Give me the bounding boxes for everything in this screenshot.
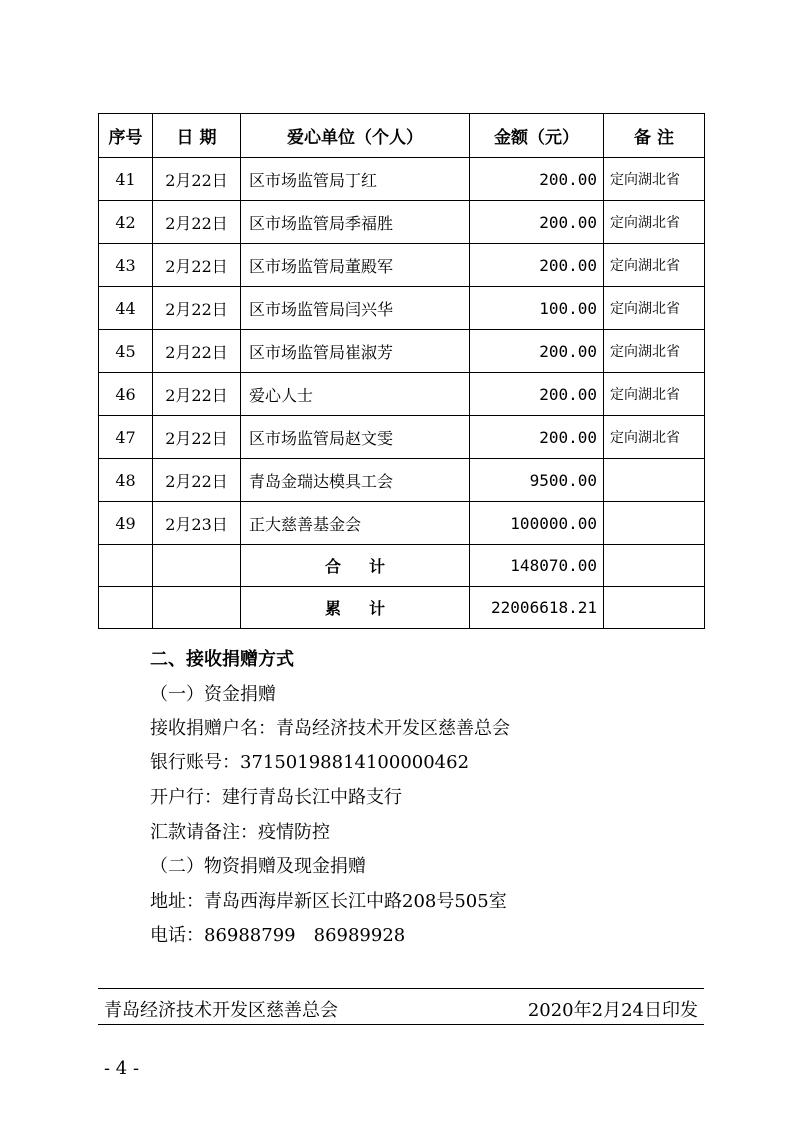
remark-label: 汇款请备注： — [150, 822, 258, 843]
subtotal-label: 合计 — [241, 545, 470, 587]
footer-org: 青岛经济技术开发区慈善总会 — [104, 1000, 338, 1021]
account-name-label: 接收捐赠户名： — [150, 718, 276, 739]
cumulative-amount: 22006618.21 — [470, 587, 604, 629]
address-label: 地址： — [150, 891, 204, 912]
row-date: 2月22日 — [153, 287, 241, 330]
bank-value: 建行青岛长江中路支行 — [222, 787, 402, 808]
header-date: 日 期 — [153, 114, 241, 158]
phone-value: 86988799 86989928 — [204, 925, 406, 946]
row-amount: 200.00 — [470, 158, 604, 201]
row-no: 49 — [99, 502, 153, 545]
header-amount: 金额（元） — [470, 114, 604, 158]
header-no: 序号 — [99, 114, 153, 158]
row-donor: 青岛金瑞达模具工会 — [241, 459, 470, 502]
row-date: 2月22日 — [153, 330, 241, 373]
header-donor: 爱心单位（个人） — [241, 114, 470, 158]
section-heading: 二、接收捐赠方式 — [150, 649, 294, 670]
row-amount: 200.00 — [470, 201, 604, 244]
row-date: 2月22日 — [153, 416, 241, 459]
row-donor: 区市场监管局董殿军 — [241, 244, 470, 287]
row-no: 43 — [99, 244, 153, 287]
row-no: 47 — [99, 416, 153, 459]
row-date: 2月22日 — [153, 201, 241, 244]
row-date: 2月22日 — [153, 373, 241, 416]
table-row — [99, 201, 705, 244]
table-row — [99, 287, 705, 330]
account-no-line — [150, 748, 469, 774]
row-note: 定向湖北省 — [604, 158, 705, 201]
row-note — [604, 459, 705, 502]
cumulative-row — [99, 587, 705, 629]
account-no-value: 37150198814100000462 — [240, 752, 470, 773]
empty-cell — [604, 545, 705, 587]
table-row — [99, 502, 705, 545]
row-amount: 100000.00 — [470, 502, 604, 545]
row-note: 定向湖北省 — [604, 244, 705, 287]
row-no: 42 — [99, 201, 153, 244]
row-donor: 区市场监管局丁红 — [241, 158, 470, 201]
table-row — [99, 244, 705, 287]
address-value: 青岛西海岸新区长江中路208号505室 — [204, 891, 507, 912]
table-row — [99, 373, 705, 416]
table-row — [99, 158, 705, 201]
empty-cell — [604, 587, 705, 629]
page-number: - 4 - — [104, 1058, 140, 1079]
row-no: 44 — [99, 287, 153, 330]
subtotal-row — [99, 545, 705, 587]
row-note — [604, 502, 705, 545]
table-row — [99, 459, 705, 502]
row-donor: 爱心人士 — [241, 373, 470, 416]
account-name-value: 青岛经济技术开发区慈善总会 — [276, 718, 510, 739]
footer-top-rule — [98, 988, 704, 989]
row-date: 2月22日 — [153, 244, 241, 287]
row-date: 2月22日 — [153, 459, 241, 502]
remark-line — [150, 818, 330, 844]
footer-date: 2020年2月24日印发 — [527, 1000, 698, 1021]
address-line — [150, 887, 507, 913]
phone-line — [150, 921, 405, 947]
row-amount: 200.00 — [470, 373, 604, 416]
row-date: 2月23日 — [153, 502, 241, 545]
empty-cell — [153, 545, 241, 587]
footer-bottom-rule — [98, 1024, 704, 1025]
row-note: 定向湖北省 — [604, 330, 705, 373]
bank-line — [150, 783, 402, 809]
header-note: 备 注 — [604, 114, 705, 158]
donation-table — [98, 113, 705, 629]
row-donor: 区市场监管局季福胜 — [241, 201, 470, 244]
row-amount: 9500.00 — [470, 459, 604, 502]
row-no: 46 — [99, 373, 153, 416]
empty-cell — [99, 545, 153, 587]
table-row — [99, 330, 705, 373]
row-no: 41 — [99, 158, 153, 201]
table-header-row — [99, 114, 705, 158]
row-note: 定向湖北省 — [604, 287, 705, 330]
row-donor: 区市场监管局闫兴华 — [241, 287, 470, 330]
empty-cell — [153, 587, 241, 629]
row-note: 定向湖北省 — [604, 373, 705, 416]
row-donor: 区市场监管局赵文雯 — [241, 416, 470, 459]
subheading-goods: （二）物资捐赠及现金捐赠 — [150, 856, 366, 877]
subtotal-amount: 148070.00 — [470, 545, 604, 587]
empty-cell — [99, 587, 153, 629]
row-amount: 100.00 — [470, 287, 604, 330]
cumulative-label: 累计 — [241, 587, 470, 629]
row-amount: 200.00 — [470, 244, 604, 287]
table-row — [99, 416, 705, 459]
row-note: 定向湖北省 — [604, 201, 705, 244]
account-no-label: 银行账号： — [150, 752, 240, 773]
row-no: 48 — [99, 459, 153, 502]
row-no: 45 — [99, 330, 153, 373]
row-date: 2月22日 — [153, 158, 241, 201]
remark-value: 疫情防控 — [258, 822, 330, 843]
row-amount: 200.00 — [470, 330, 604, 373]
row-donor: 正大慈善基金会 — [241, 502, 470, 545]
row-donor: 区市场监管局崔淑芳 — [241, 330, 470, 373]
bank-label: 开户行： — [150, 787, 222, 808]
row-amount: 200.00 — [470, 416, 604, 459]
phone-label: 电话： — [150, 925, 204, 946]
subheading-funds: （一）资金捐赠 — [150, 684, 276, 705]
account-name-line — [150, 714, 510, 740]
row-note: 定向湖北省 — [604, 416, 705, 459]
